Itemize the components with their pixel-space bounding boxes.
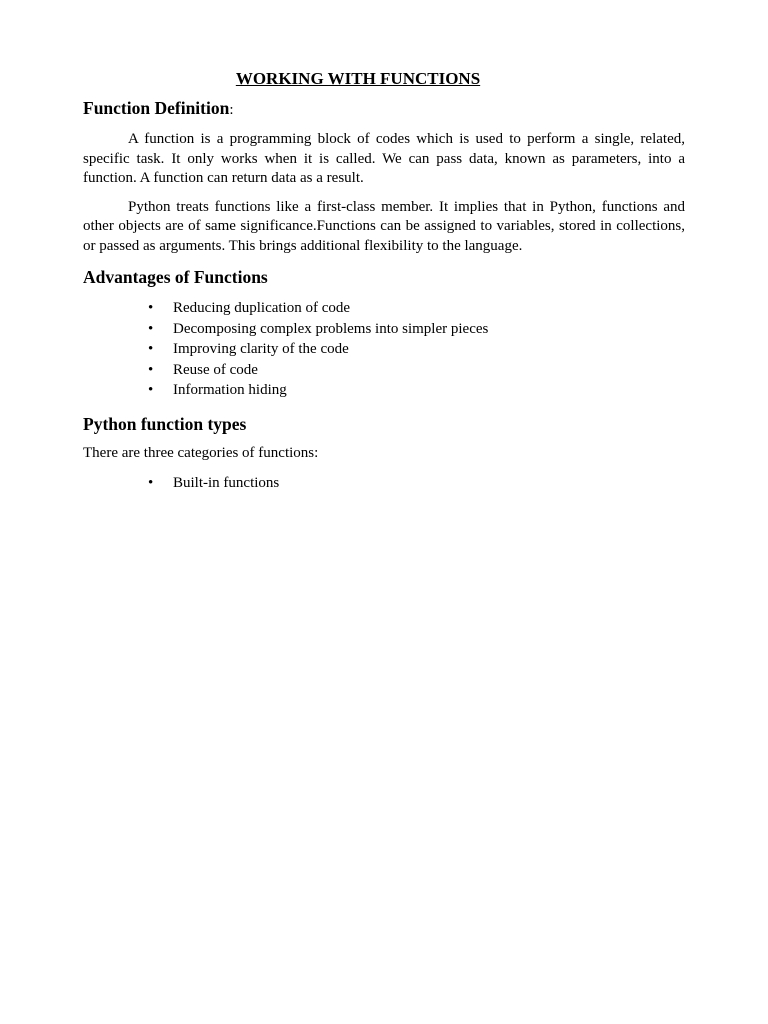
list-item — [148, 298, 685, 319]
bullet-icon: • — [148, 320, 154, 337]
list-item — [148, 319, 685, 340]
section-heading-function-types: Python function types — [83, 413, 247, 434]
list-item — [148, 360, 685, 381]
list-item-text: Reuse of code — [173, 361, 258, 378]
list-item-text: Information hiding — [173, 382, 287, 398]
list-item — [148, 339, 685, 360]
heading-text: Function Definition — [83, 98, 230, 118]
list-item — [148, 380, 685, 401]
list-item — [148, 473, 685, 494]
heading-colon: : — [229, 102, 234, 118]
list-item-text: Reducing duplication of code — [173, 300, 351, 316]
bullet-icon: • — [148, 361, 154, 378]
list-item-text: Decomposing complex problems into simpler pieces — [173, 320, 489, 337]
paragraph-function-definition: A function is a programming block of codes which is used to perform a single, related, specific task. It only works when it is called. We can pass data, known as parameters, into a function. A function can return data as a result. — [83, 131, 685, 186]
paragraph-first-class-functions: Python treats functions like a first-class member. It implies that in Python, functions and other objects are of same significance.Functions can be assigned to variables, stored in collections, or passed as arguments. This brings additional flexibility to the language. — [83, 198, 685, 254]
document-body — [83, 68, 685, 494]
section-heading-function-definition — [83, 96, 685, 122]
function-types-list — [83, 473, 685, 494]
bullet-icon: • — [148, 475, 154, 491]
function-types-intro: There are three categories of functions: — [83, 444, 319, 461]
bullet-icon: • — [148, 382, 154, 398]
bullet-icon: • — [148, 341, 154, 357]
section-heading-advantages: Advantages of Functions — [83, 267, 268, 287]
list-item-text: Built-in functions — [173, 475, 280, 491]
list-item-text: Improving clarity of the code — [173, 341, 349, 357]
document-title: WORKING WITH FUNCTIONS — [235, 69, 481, 88]
bullet-icon: • — [148, 300, 154, 316]
advantages-list — [83, 298, 685, 401]
